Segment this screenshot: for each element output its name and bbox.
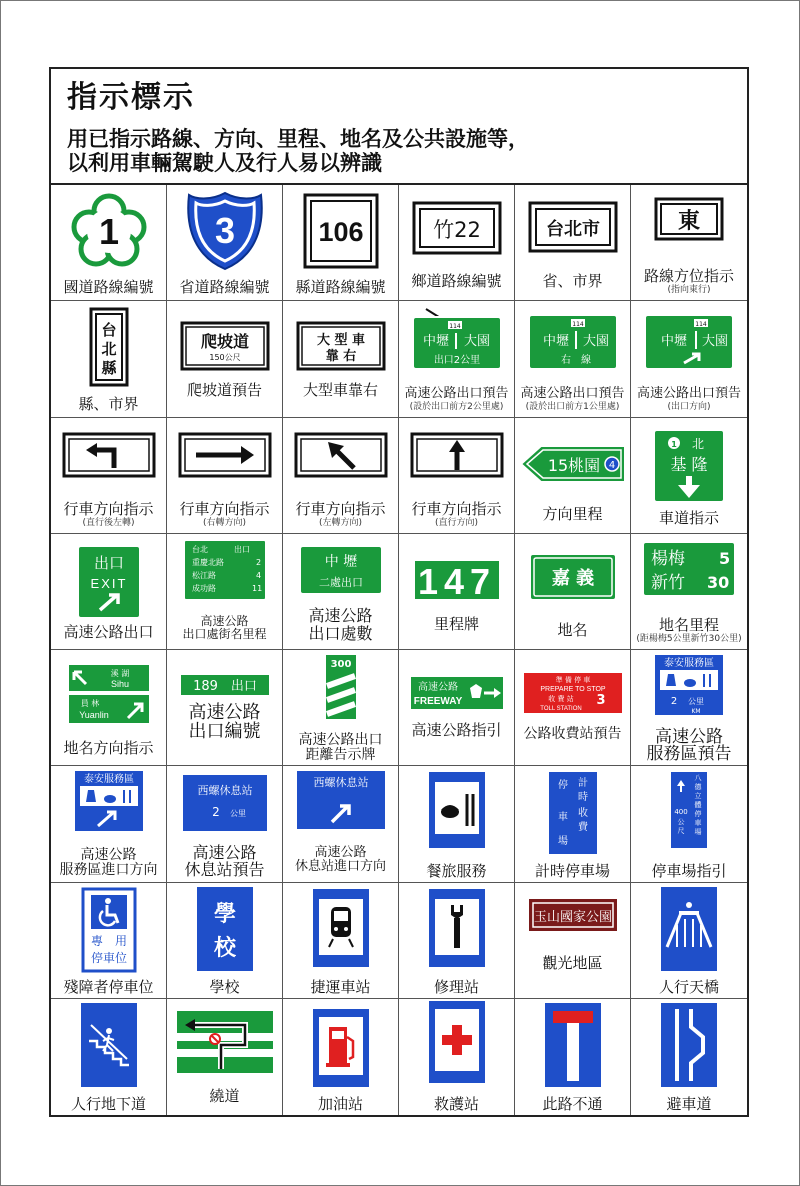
sign-cell-place-name <box>515 534 631 650</box>
sign-text: 新竹 <box>651 572 685 593</box>
sign-label: 高速公路出口預告 (出口方向) <box>631 385 747 413</box>
sign-text: PREPARE TO STOP <box>539 686 606 693</box>
sign-text: 爬坡道 <box>200 332 249 352</box>
arrow-right-icon <box>167 432 282 510</box>
signs-grid <box>51 185 747 1115</box>
sign-label: 繞道 <box>209 1087 240 1105</box>
sign-cell-heavy-vehicle <box>283 301 399 417</box>
exit-street-distance-icon <box>167 538 282 616</box>
sign-text: 189 出口 <box>192 679 257 694</box>
food-service-icon <box>399 770 514 848</box>
place-name-sign-icon <box>515 552 630 630</box>
sign-note: (左轉方向) <box>318 517 363 528</box>
sign-text: 出口 <box>233 544 250 554</box>
subtitle-line-2: 以利用車輛駕駛人及行人易以辨識 <box>67 151 382 175</box>
sign-label: 高速公路出口預告 (設於出口前方1公里處) <box>515 385 630 413</box>
sign-cell-dead-end <box>515 999 631 1115</box>
sign-text: 大園 <box>582 334 609 350</box>
sign-label: 人行地下道 <box>70 1095 146 1113</box>
place-distance-sign-icon <box>631 540 747 618</box>
first-aid-icon <box>399 999 514 1077</box>
sign-text: 出口 <box>93 553 124 572</box>
sign-cell-mrt-station <box>283 883 399 999</box>
sign-cell-exit-count <box>283 534 399 650</box>
sign-text: 二處出口 <box>318 575 363 589</box>
sign-text: 3 <box>595 693 606 708</box>
sign-cell-pedestrian-bridge <box>631 883 747 999</box>
sign-text: 30 <box>707 572 730 592</box>
sign-label: 高速公路出口 距離告示牌 <box>298 732 383 764</box>
sign-text: KM <box>691 708 701 715</box>
sign-cell-kilometer-post <box>399 534 515 650</box>
sign-label: 縣、市界 <box>78 394 139 413</box>
sign-text: 114 <box>695 321 707 329</box>
sign-label: 救護站 <box>433 1095 479 1113</box>
direction-square-icon <box>631 197 747 275</box>
sign-label: 高速公路出口預告 (設於出口前方2公里處) <box>399 385 514 413</box>
sign-cell-freeway-exit <box>51 534 167 650</box>
sign-text: 114 <box>571 321 584 329</box>
sign-text: 大園 <box>463 334 490 350</box>
sign-label: 加油站 <box>317 1095 363 1113</box>
sign-cell-first-aid <box>399 999 515 1115</box>
sign-cell-accessible-parking <box>51 883 167 999</box>
sign-text: 立 <box>694 792 702 801</box>
sign-cell-township-route <box>399 185 515 301</box>
sign-text: 右 線 <box>560 355 591 367</box>
sign-cell-exit-2km <box>399 301 515 417</box>
sign-text: 西螺休息站 <box>313 776 368 790</box>
sign-text: 中壢 <box>422 334 449 350</box>
sign-text: 台北市 <box>545 219 600 240</box>
sign-cell-exit-countdown <box>283 650 399 766</box>
sign-text: 收 費 站 <box>547 695 574 703</box>
sign-text: 停 <box>694 810 702 819</box>
sign-note: (直行方向) <box>434 517 479 528</box>
sign-text: 台北 <box>191 544 208 554</box>
sign-cell-county-boundary <box>51 301 167 417</box>
sign-note: (設於出口前方1公里處) <box>525 401 620 412</box>
sign-label: 大型車靠右 <box>302 380 378 399</box>
sign-text: Yuanlin <box>78 710 109 720</box>
sign-text: 竹22 <box>432 218 481 242</box>
sign-label: 觀光地區 <box>542 953 603 972</box>
sign-cell-exit-street-distance <box>167 534 283 650</box>
sign-label: 此路不通 <box>542 1095 603 1113</box>
sign-label: 學校 <box>209 977 240 996</box>
sign-cell-parking-guide <box>631 766 747 882</box>
service-area-entrance-icon <box>51 768 166 846</box>
sign-text: 員 林 <box>80 699 99 708</box>
sign-label: 高速公路 服務區進口方向 <box>59 846 158 878</box>
exit-direction-sign-icon <box>631 307 747 385</box>
sign-label: 省道路線編號 <box>179 278 270 297</box>
exit-sign-icon <box>51 544 166 622</box>
county-route-square-icon <box>283 191 398 269</box>
sign-label: 停車場指引 <box>651 861 727 880</box>
sign-label: 公路收費站預告 <box>523 726 622 743</box>
sign-text: 高速公路 <box>417 682 458 693</box>
metered-parking-sign-icon <box>515 770 630 848</box>
sign-note: (出口方向) <box>667 401 711 412</box>
sign-text: 校 <box>213 935 236 961</box>
sign-label: 路線方位指示 (指向東行) <box>631 268 747 296</box>
plum-blossom-shield-icon <box>51 191 166 269</box>
rest-stop-entrance-icon <box>283 768 398 846</box>
sign-text: 基 隆 <box>670 454 708 474</box>
subtitle-line-1: 用已指示路線、方向、里程、地名及公共設施等， <box>67 127 529 151</box>
sign-text: 靠 右 <box>325 349 356 365</box>
sign-label: 地名 <box>557 621 588 639</box>
sign-text: 楊梅 <box>651 548 685 569</box>
sign-text: 停 <box>557 780 568 792</box>
mrt-station-icon <box>283 887 398 965</box>
sign-text: 縣 <box>100 359 117 378</box>
sign-text: 溪 湖 <box>110 669 129 678</box>
sign-label: 避車道 <box>666 1095 712 1113</box>
sign-cell-turn-right <box>167 418 283 534</box>
sign-cell-place-direction <box>51 650 167 766</box>
sign-label: 行車方向指示 (直行方向) <box>399 501 514 529</box>
exit-1km-sign-icon <box>515 307 630 385</box>
sign-label: 人行天橋 <box>658 977 719 996</box>
sign-label: 縣道路線編號 <box>295 278 386 297</box>
sign-cell-straight-then-left <box>51 418 167 534</box>
sign-text: 台 <box>100 321 117 340</box>
sign-cell-rest-stop-notice <box>167 766 283 882</box>
sign-label: 高速公路 休息站進口方向 <box>294 844 386 874</box>
sign-label: 行車方向指示 (直行後左轉) <box>51 501 166 529</box>
sign-label: 修理站 <box>433 977 479 996</box>
sign-note: (設於出口前方2公里處) <box>409 401 504 412</box>
service-area-notice-icon <box>631 652 747 730</box>
sign-text: 300 <box>330 659 351 670</box>
sign-text: 1 <box>98 211 119 252</box>
detour-sign-icon <box>167 1009 282 1087</box>
sign-cell-direction-distance <box>515 418 631 534</box>
sign-label: 省、市界 <box>542 272 603 291</box>
sign-text: 15桃園 <box>547 455 600 475</box>
sign-cell-exit-1km <box>515 301 631 417</box>
sign-cell-food-service <box>399 766 515 882</box>
sign-label: 計時停車場 <box>534 861 610 880</box>
sign-label: 高速公路 出口處數 <box>308 606 373 643</box>
arrow-up-icon <box>399 432 514 510</box>
sign-cell-exit-number <box>167 650 283 766</box>
sign-text: FREEWAY <box>413 696 462 707</box>
sign-text: 中壢 <box>660 334 688 350</box>
sign-text: 玉山國家公園 <box>533 909 612 925</box>
sign-text: 公里 <box>229 809 246 819</box>
place-direction-sign-icon <box>51 662 166 740</box>
sign-text: 八 <box>694 774 702 783</box>
sign-text: 106 <box>317 217 364 247</box>
sign-cell-go-straight <box>399 418 515 534</box>
rest-stop-notice-icon <box>167 772 282 850</box>
sign-text: 時 <box>577 792 588 804</box>
sign-label: 高速公路 出口處街名里程 <box>182 614 267 641</box>
sign-cell-rest-stop-entrance <box>283 766 399 882</box>
sign-text: 泰安服務區 <box>664 658 714 669</box>
repair-station-icon <box>399 887 514 965</box>
sign-text: 重慶北路 <box>191 557 224 567</box>
sign-text: 場 <box>557 836 568 848</box>
sign-text: 大 型 車 <box>316 333 365 349</box>
sign-label: 地名里程 (距楊梅5公里新竹30公里) <box>631 617 747 645</box>
sign-cell-exit-direction <box>631 301 747 417</box>
sign-text: 公 <box>677 818 685 827</box>
sign-label: 高速公路 出口編號 <box>188 702 261 743</box>
sign-label: 鄉道路線編號 <box>411 272 502 291</box>
sign-text: 收 <box>577 808 588 820</box>
sign-label: 國道路線編號 <box>63 278 154 297</box>
sign-text: 西螺休息站 <box>197 784 252 798</box>
sign-text: 出口2公里 <box>433 355 480 367</box>
pedestrian-underpass-icon <box>51 1001 166 1079</box>
page-title: 指示標示 <box>67 80 195 115</box>
sign-cell-place-distance <box>631 534 747 650</box>
arrow-up-left-icon <box>283 432 398 510</box>
sign-text: 大園 <box>701 334 729 350</box>
sign-text: 場 <box>694 828 702 837</box>
sign-text: 松江路 <box>191 570 216 580</box>
sign-cell-pedestrian-underpass <box>51 999 167 1115</box>
sign-label: 高速公路 服務區預告 <box>646 727 732 765</box>
freeway-guide-sign-icon <box>399 674 514 752</box>
blue-shield-icon <box>167 191 282 269</box>
sign-label: 爬坡道預告 <box>186 380 262 399</box>
sign-text: 11 <box>251 583 262 593</box>
sheet-header <box>51 69 747 185</box>
sign-label: 高速公路指引 <box>411 721 502 740</box>
sign-text: 4 <box>255 570 261 580</box>
sign-text: TOLL STATION <box>539 706 582 712</box>
sign-cell-metered-parking <box>515 766 631 882</box>
sign-note: (右轉方向) <box>202 517 247 528</box>
sign-text: 東 <box>677 209 701 234</box>
sign-text: 泰安服務區 <box>83 774 134 786</box>
sign-text: 公里 <box>688 697 704 706</box>
sign-text: 車 <box>694 819 702 828</box>
sign-note: (距楊梅5公里新竹30公里) <box>636 634 742 644</box>
sign-cell-service-area-notice <box>631 650 747 766</box>
sign-text: 尺 <box>677 827 685 836</box>
sign-text: 成功路 <box>191 583 216 593</box>
sign-label: 餐旅服務 <box>426 861 487 880</box>
sign-text: 停車位 <box>90 950 127 965</box>
sign-label: 行車方向指示 (右轉方向) <box>167 501 282 529</box>
sign-text: 2 <box>670 696 678 707</box>
sign-text: 400 <box>674 808 688 817</box>
sign-text: EXIT <box>90 575 127 591</box>
sign-text: 準 備 停 車 <box>555 676 590 684</box>
sign-cell-detour <box>167 999 283 1115</box>
sign-text: 體 <box>694 801 702 810</box>
sign-cell-lane-indication <box>631 418 747 534</box>
sign-cell-gas-station <box>283 999 399 1115</box>
township-route-rect-icon <box>399 201 514 279</box>
sign-text: 114 <box>448 323 461 331</box>
signs-sheet <box>49 67 749 1117</box>
sign-text: 車 <box>557 812 568 824</box>
sign-cell-county-route <box>283 185 399 301</box>
exit-countdown-sign-icon <box>283 652 398 730</box>
sign-text: 費 <box>577 822 588 834</box>
sign-text: Sihu <box>110 679 129 689</box>
sign-note: (指向東行) <box>667 285 711 296</box>
school-sign-icon <box>167 885 282 963</box>
sign-cell-city-boundary <box>515 185 631 301</box>
sign-text: 專 用 <box>90 933 127 948</box>
sign-text: 德 <box>694 783 702 792</box>
sign-cell-toll-station <box>515 650 631 766</box>
lane-indication-icon <box>631 428 747 506</box>
sign-cell-climbing-lane <box>167 301 283 417</box>
sign-cell-route-direction <box>631 185 747 301</box>
vertical-boundary-icon <box>51 307 166 385</box>
sign-text: 4 <box>608 459 615 471</box>
dead-end-icon <box>515 1001 630 1079</box>
arrow-straight-left-icon <box>51 432 166 510</box>
sign-text: 147 <box>417 560 496 602</box>
sign-text: 2 <box>255 557 261 567</box>
pedestrian-bridge-icon <box>631 885 747 963</box>
sign-label: 高速公路出口 <box>63 623 154 641</box>
sign-text: 嘉 義 <box>551 567 594 589</box>
svg-text:1: 1 <box>671 439 677 449</box>
sign-cell-service-area-entrance <box>51 766 167 882</box>
sign-text: 北 <box>100 340 117 359</box>
sign-cell-school <box>167 883 283 999</box>
sign-label: 捷運車站 <box>310 977 371 996</box>
lay-by-icon <box>631 1001 747 1079</box>
sign-label: 高速公路 休息站預告 <box>184 842 265 879</box>
sign-text: 中壢 <box>542 334 569 350</box>
sign-label: 行車方向指示 (左轉方向) <box>283 501 398 529</box>
boundary-rect-icon <box>515 201 630 279</box>
sign-cell-tourist-area <box>515 883 631 999</box>
sign-label: 殘障者停車位 <box>63 977 154 996</box>
accessible-parking-icon <box>51 887 166 965</box>
sign-text: 2 <box>211 805 220 820</box>
sign-label: 里程牌 <box>433 615 479 633</box>
sign-label: 車道指示 <box>658 508 719 527</box>
sign-text: 中 壢 <box>324 553 357 570</box>
sign-text: 3 <box>214 210 235 251</box>
parking-guide-sign-icon <box>631 770 747 848</box>
sign-text: 北 <box>691 436 705 451</box>
sign-cell-repair-station <box>399 883 515 999</box>
sign-cell-freeway-guide <box>399 650 515 766</box>
exit-2km-sign-icon <box>399 307 514 385</box>
sign-cell-provincial-route <box>167 185 283 301</box>
sign-text: 5 <box>719 548 731 568</box>
sign-text: 計 <box>577 778 588 790</box>
sign-text: 學 <box>213 901 236 927</box>
sign-cell-lay-by <box>631 999 747 1115</box>
sign-note: (直行後左轉) <box>82 517 135 528</box>
gas-station-icon <box>283 1007 398 1085</box>
sign-cell-national-route <box>51 185 167 301</box>
sign-cell-turn-left <box>283 418 399 534</box>
sign-label: 方向里程 <box>542 504 603 523</box>
sign-label: 地名方向指示 <box>63 739 154 758</box>
sign-text: 150公尺 <box>208 353 241 363</box>
